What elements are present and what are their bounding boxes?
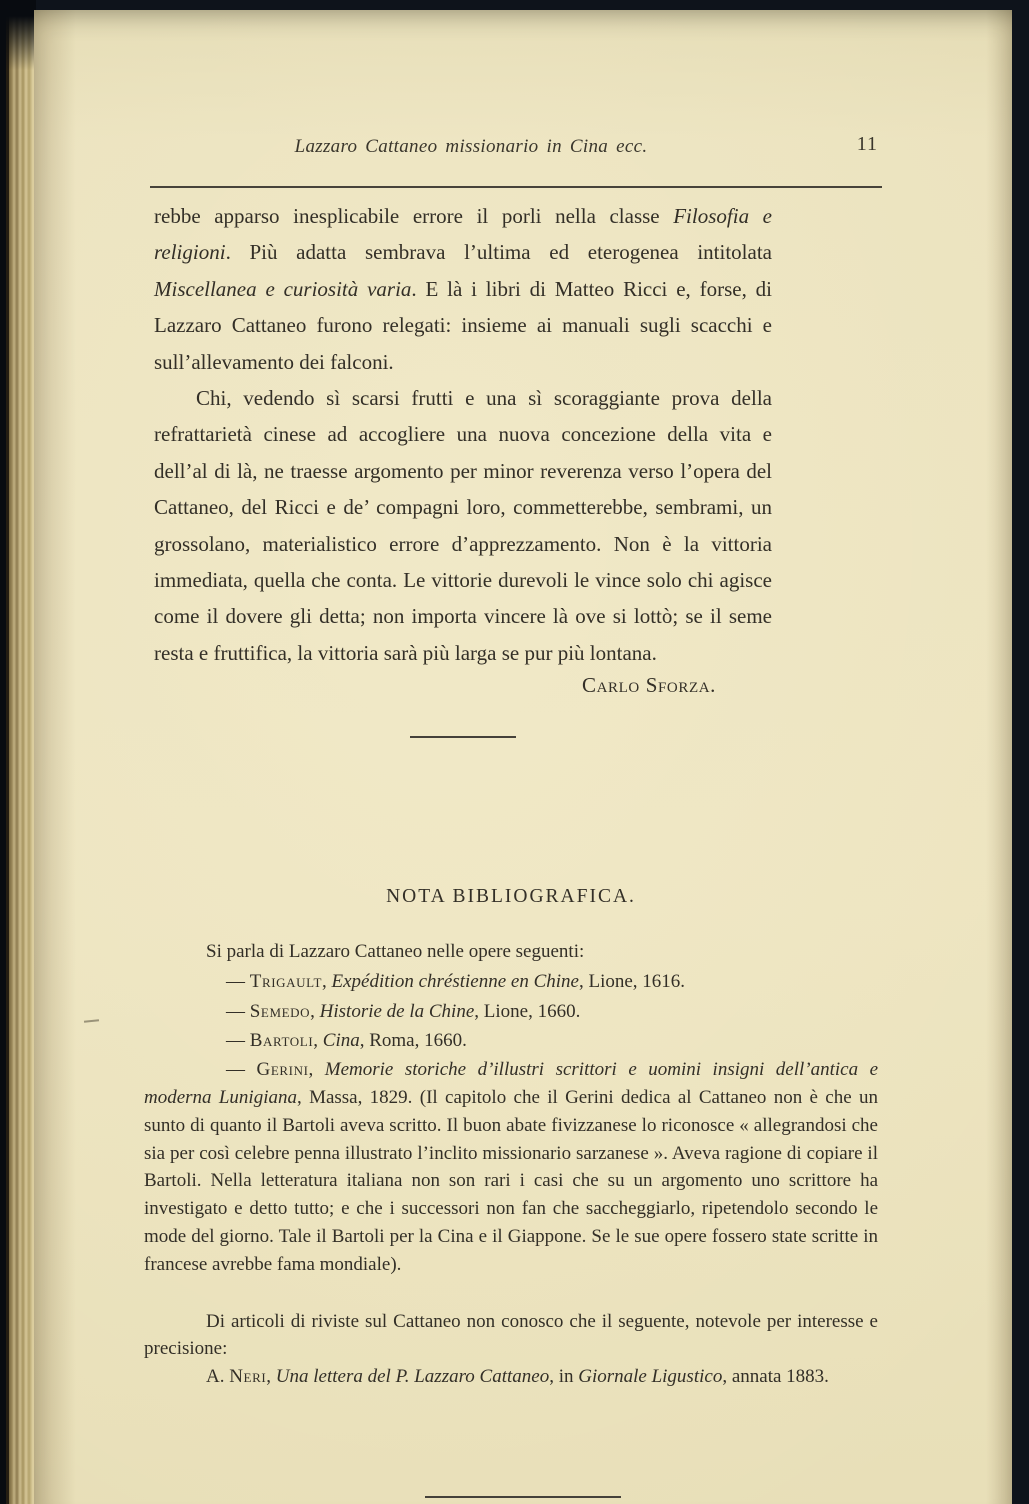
bibliography-heading: NOTA BIBLIOGRAFICA.: [386, 886, 636, 907]
bottom-divider: [425, 1496, 621, 1498]
section-divider: [410, 736, 516, 738]
scanned-page: [34, 10, 1012, 1504]
margin-pencil-mark: [84, 1019, 99, 1023]
body-paragraph: rebbe apparso inesplicabile errore il porli nella classe Filosofia e religioni. Più adatta sembrava l’ultima ed eterogenea intitolata Miscellanea e curiosità varia. E là i libri di Matteo Ricci e, forse, di Lazzaro Cattaneo furono relegati: insieme ai manuali sugli scacchi e sull’allevamento dei falconi.: [154, 204, 772, 374]
articles-intro: Di articoli di riviste sul Cattaneo non conosco che il seguente, notevole per interesse e precisione:: [144, 1310, 878, 1360]
bibliography-section: [144, 886, 878, 1391]
bibliography-entry: — Bartoli, Cina, Roma, 1660.: [226, 1030, 467, 1052]
articles-entry: A. Neri, Una lettera del P. Lazzaro Cattaneo, in Giornale Ligustico, annata 1883.: [206, 1366, 829, 1388]
page-number: 11: [856, 133, 878, 155]
book-page-edges: [0, 0, 36, 1504]
author-signature: Carlo Sforza.: [582, 673, 716, 698]
header-rule: [150, 186, 882, 188]
main-text-column: [154, 198, 772, 738]
bibliography-intro: Si parla di Lazzaro Cattaneo nelle opere seguenti:: [206, 941, 585, 962]
bibliography-entry: — Semedo, Historie de la Chine, Lione, 1660.: [226, 1000, 581, 1022]
bibliography-entry: — Gerini, Memorie storiche d’illustri scrittori e uomini insigni dell’antica e moderna Lunigiana, Massa, 1829. (Il capitolo che il Gerini dedica al Cattaneo non è che un sunto di quanto il Bartoli aveva scritto. Il buon abate fivizzanese lo riconosce « allegrandosi che sia per così celebre penna illustrato l’inclito missionario sarzanese ». Aveva ragione di copiare il Bartoli. Nella letteratura italiana non son rari i casi che su un argomento uno scrittore ha investigato e detto tutto; e che i successori non fan che saccheggiarlo, ripetendolo secondo le mode del giorno. Tale il Bartoli per la Cina e il Giappone. Se le sue opere fossero state scritte in francese avrebbe fama mondiale).: [144, 1059, 879, 1275]
running-header-title: Lazzaro Cattaneo missionario in Cina ecc.: [294, 136, 648, 157]
running-header: [150, 133, 882, 162]
bibliography-entry: — Trigault, Expédition chréstienne en Chine, Lione, 1616.: [226, 970, 686, 992]
body-paragraph: Chi, vedendo sì scarsi frutti e una sì scoraggiante prova della refrattarietà cinese ad accogliere una nuova concezione della vita e dell’al di là, ne traesse argomento per minor reverenza verso l’opera del Cattaneo, del Ricci e de’ compagni loro, commetterebbe, sembrami, un grossolano, materialistico errore d’apprezzamento. Non è la vittoria immediata, quella che conta. Le vittorie durevoli le vince solo chi agisce come il dovere gli detta; non importa vincere là ove si lottò; se il seme resta e fruttifica, la vittoria sarà più larga se pur più lontana.: [154, 386, 772, 665]
